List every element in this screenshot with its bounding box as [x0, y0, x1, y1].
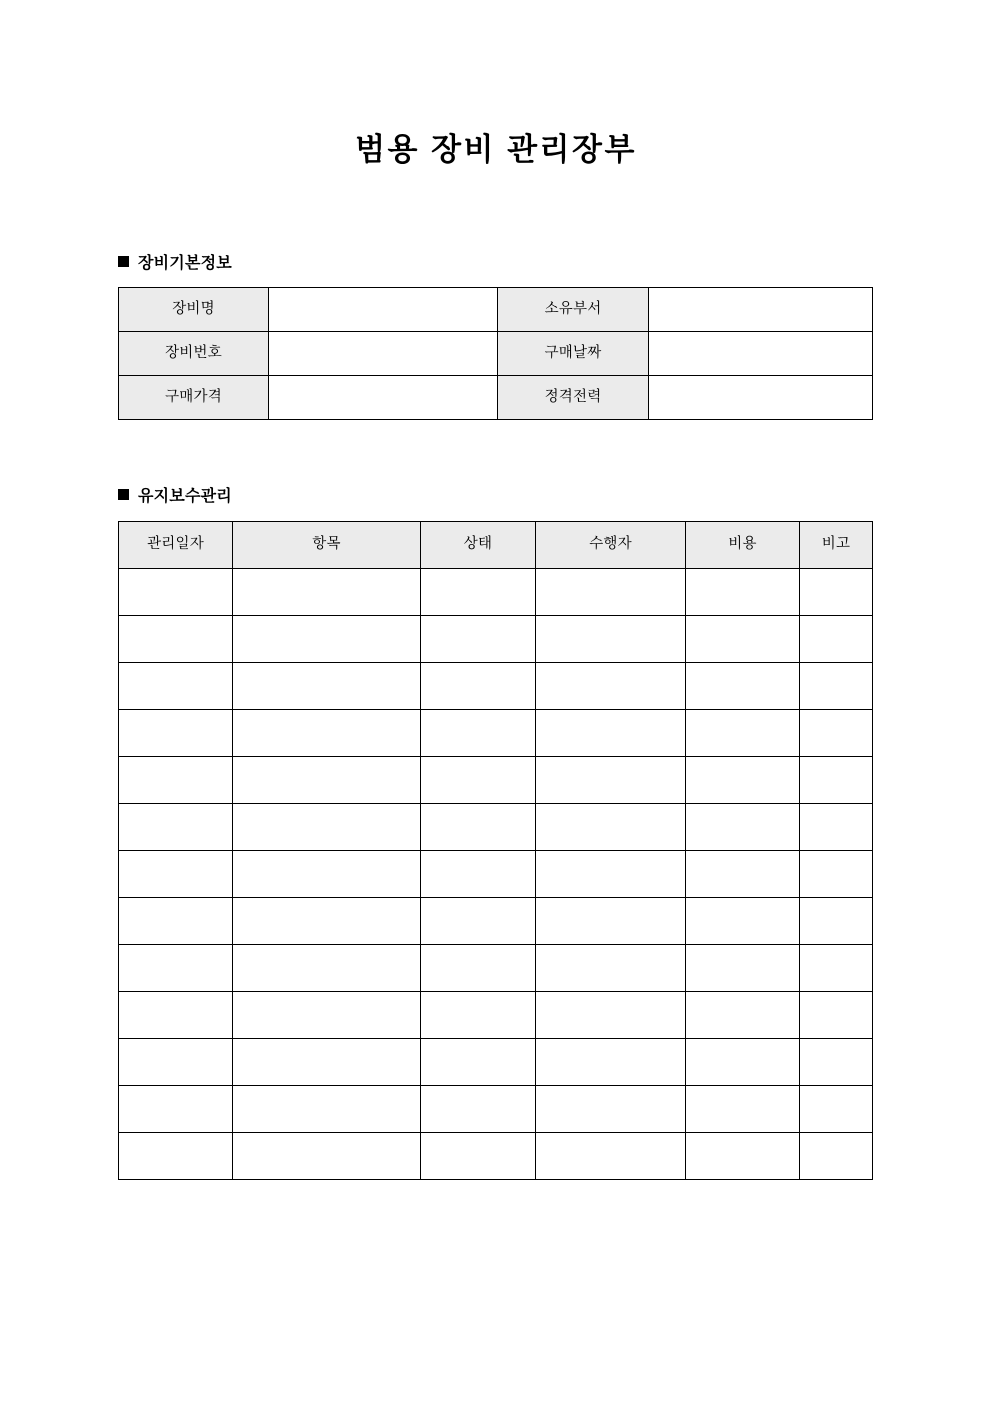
cell-item[interactable] — [233, 945, 421, 992]
section-heading-basic-info-label: 장비기본정보 — [138, 255, 232, 272]
filled-square-bullet-icon — [118, 256, 129, 267]
value-equipment-name[interactable] — [269, 288, 498, 332]
cell-cost[interactable] — [686, 616, 800, 663]
cell-status[interactable] — [421, 804, 536, 851]
table-row — [119, 569, 873, 616]
cell-status[interactable] — [421, 992, 536, 1039]
cell-cost[interactable] — [686, 945, 800, 992]
cell-cost[interactable] — [686, 851, 800, 898]
cell-performer[interactable] — [536, 945, 686, 992]
cell-management-date[interactable] — [119, 851, 233, 898]
value-rated-power[interactable] — [649, 376, 873, 420]
cell-status[interactable] — [421, 710, 536, 757]
table-row — [119, 992, 873, 1039]
cell-remarks[interactable] — [800, 804, 873, 851]
cell-cost[interactable] — [686, 569, 800, 616]
table-header-row — [119, 522, 873, 569]
column-header-cost: 비용 — [686, 522, 800, 569]
table-row — [119, 851, 873, 898]
cell-cost[interactable] — [686, 1039, 800, 1086]
basic-info-table-body — [119, 288, 873, 420]
cell-status[interactable] — [421, 616, 536, 663]
value-purchase-price[interactable] — [269, 376, 498, 420]
cell-cost[interactable] — [686, 898, 800, 945]
table-row — [119, 1039, 873, 1086]
cell-management-date[interactable] — [119, 1086, 233, 1133]
cell-performer[interactable] — [536, 569, 686, 616]
cell-item[interactable] — [233, 851, 421, 898]
cell-item[interactable] — [233, 992, 421, 1039]
cell-management-date[interactable] — [119, 898, 233, 945]
label-owner-department: 소유부서 — [498, 288, 649, 332]
cell-performer[interactable] — [536, 663, 686, 710]
cell-cost[interactable] — [686, 1086, 800, 1133]
cell-performer[interactable] — [536, 710, 686, 757]
cell-cost[interactable] — [686, 710, 800, 757]
filled-square-bullet-icon — [118, 489, 129, 500]
cell-performer[interactable] — [536, 1039, 686, 1086]
table-row — [119, 757, 873, 804]
column-header-status: 상태 — [421, 522, 536, 569]
cell-item[interactable] — [233, 569, 421, 616]
cell-remarks[interactable] — [800, 710, 873, 757]
cell-management-date[interactable] — [119, 804, 233, 851]
table-row — [119, 1133, 873, 1180]
column-header-remarks: 비고 — [800, 522, 873, 569]
cell-status[interactable] — [421, 663, 536, 710]
cell-remarks[interactable] — [800, 1039, 873, 1086]
table-row — [119, 898, 873, 945]
cell-status[interactable] — [421, 851, 536, 898]
cell-cost[interactable] — [686, 804, 800, 851]
value-owner-department[interactable] — [649, 288, 873, 332]
cell-status[interactable] — [421, 1086, 536, 1133]
label-equipment-name: 장비명 — [119, 288, 269, 332]
cell-performer[interactable] — [536, 851, 686, 898]
cell-item[interactable] — [233, 1133, 421, 1180]
cell-cost[interactable] — [686, 663, 800, 710]
table-row — [119, 616, 873, 663]
cell-status[interactable] — [421, 945, 536, 992]
table-row — [119, 288, 873, 332]
cell-management-date[interactable] — [119, 1133, 233, 1180]
cell-status[interactable] — [421, 898, 536, 945]
section-heading-maintenance-label: 유지보수관리 — [138, 488, 232, 505]
cell-management-date[interactable] — [119, 663, 233, 710]
cell-remarks[interactable] — [800, 569, 873, 616]
cell-management-date[interactable] — [119, 992, 233, 1039]
table-row — [119, 1086, 873, 1133]
cell-management-date[interactable] — [119, 1039, 233, 1086]
label-rated-power: 정격전력 — [498, 376, 649, 420]
cell-remarks[interactable] — [800, 1133, 873, 1180]
cell-performer[interactable] — [536, 804, 686, 851]
cell-item[interactable] — [233, 1086, 421, 1133]
column-header-performer: 수행자 — [536, 522, 686, 569]
cell-item[interactable] — [233, 616, 421, 663]
section-heading-maintenance — [118, 483, 232, 506]
cell-cost[interactable] — [686, 992, 800, 1039]
page-title: 범용 장비 관리장부 — [355, 132, 637, 167]
cell-performer[interactable] — [536, 1133, 686, 1180]
cell-remarks[interactable] — [800, 1086, 873, 1133]
cell-performer[interactable] — [536, 1086, 686, 1133]
cell-item[interactable] — [233, 804, 421, 851]
value-equipment-number[interactable] — [269, 332, 498, 376]
cell-remarks[interactable] — [800, 616, 873, 663]
cell-status[interactable] — [421, 1133, 536, 1180]
cell-performer[interactable] — [536, 757, 686, 804]
cell-remarks[interactable] — [800, 898, 873, 945]
table-row — [119, 945, 873, 992]
table-row — [119, 376, 873, 420]
cell-status[interactable] — [421, 1039, 536, 1086]
table-row — [119, 663, 873, 710]
cell-management-date[interactable] — [119, 945, 233, 992]
basic-info-table — [118, 287, 873, 420]
cell-remarks[interactable] — [800, 757, 873, 804]
cell-item[interactable] — [233, 663, 421, 710]
table-row — [119, 332, 873, 376]
label-equipment-number: 장비번호 — [119, 332, 269, 376]
cell-performer[interactable] — [536, 898, 686, 945]
cell-item[interactable] — [233, 898, 421, 945]
cell-performer[interactable] — [536, 616, 686, 663]
cell-management-date[interactable] — [119, 757, 233, 804]
cell-management-date[interactable] — [119, 710, 233, 757]
table-row — [119, 804, 873, 851]
label-purchase-date: 구매날짜 — [498, 332, 649, 376]
column-header-management-date: 관리일자 — [119, 522, 233, 569]
cell-remarks[interactable] — [800, 851, 873, 898]
cell-status[interactable] — [421, 757, 536, 804]
table-row — [119, 710, 873, 757]
maintenance-table — [118, 521, 873, 1180]
cell-item[interactable] — [233, 710, 421, 757]
cell-remarks[interactable] — [800, 992, 873, 1039]
section-heading-basic-info — [118, 250, 232, 273]
cell-management-date[interactable] — [119, 569, 233, 616]
cell-cost[interactable] — [686, 757, 800, 804]
cell-remarks[interactable] — [800, 945, 873, 992]
cell-performer[interactable] — [536, 992, 686, 1039]
cell-item[interactable] — [233, 1039, 421, 1086]
value-purchase-date[interactable] — [649, 332, 873, 376]
cell-management-date[interactable] — [119, 616, 233, 663]
cell-item[interactable] — [233, 757, 421, 804]
cell-status[interactable] — [421, 569, 536, 616]
cell-remarks[interactable] — [800, 663, 873, 710]
label-purchase-price: 구매가격 — [119, 376, 269, 420]
column-header-item: 항목 — [233, 522, 421, 569]
maintenance-table-body — [119, 569, 873, 1180]
cell-cost[interactable] — [686, 1133, 800, 1180]
maintenance-table-head — [119, 522, 873, 569]
